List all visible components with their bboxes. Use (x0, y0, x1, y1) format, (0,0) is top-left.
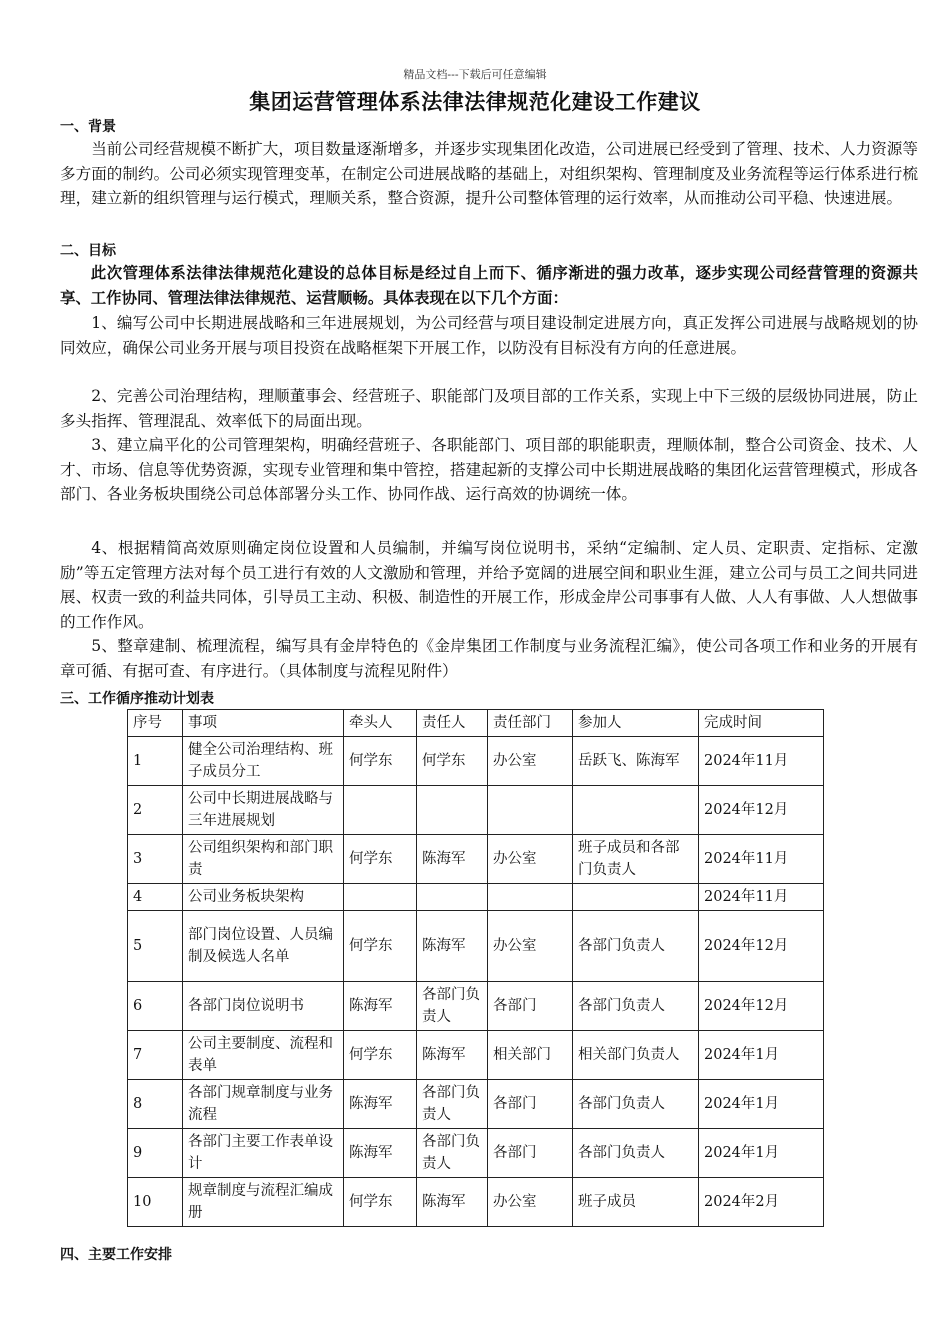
cell-task: 健全公司治理结构、班子成员分工 (183, 737, 344, 786)
cell-participants: 各部门负责人 (573, 911, 699, 982)
cell-leader (344, 786, 417, 835)
cell-department (488, 884, 573, 911)
cell-department: 各部门 (488, 1129, 573, 1178)
cell-leader: 陈海军 (344, 982, 417, 1031)
cell-department: 办公室 (488, 737, 573, 786)
cell-participants: 班子成员 (573, 1178, 699, 1227)
goal-item-2: 2、完善公司治理结构，理顺董事会、经营班子、职能部门及项目部的工作关系，实现上中下三级的层级协同进展，防止多头指挥、管理混乱、效率低下的局面出现。 (60, 387, 918, 430)
column-header: 责任人 (417, 710, 488, 737)
cell-owner: 陈海军 (417, 835, 488, 884)
cell-participants (573, 884, 699, 911)
cell-owner: 何学东 (417, 737, 488, 786)
cell-participants: 班子成员和各部门负责人 (573, 835, 699, 884)
cell-deadline: 2024年1月 (699, 1080, 824, 1129)
table-row (128, 1031, 824, 1080)
cell-deadline: 2024年11月 (699, 884, 824, 911)
cell-owner (417, 786, 488, 835)
cell-participants: 各部门负责人 (573, 1080, 699, 1129)
goal-item-4: 4、根据精简高效原则确定岗位设置和人员编制，并编写岗位说明书，采纳“定编制、定人员、定职责、定指标、定激励”等五定管理方法对每个员工进行有效的人文激励和管理，并给予宽阔的进展空间和职业生涯，建立公司与员工之间共同进展、权责一致的利益共同体，引导员工主动、积极、制造性的开展工作，形成金岸公司事事有人做、人人有事做、人人想做事的工作作风。 (60, 539, 918, 631)
cell-owner: 各部门负责人 (417, 1080, 488, 1129)
cell-participants (573, 786, 699, 835)
cell-participants: 岳跃飞、陈海军 (573, 737, 699, 786)
section-heading-background: 一、背景 (60, 119, 116, 135)
cell-deadline: 2024年2月 (699, 1178, 824, 1227)
column-header: 责任部门 (488, 710, 573, 737)
table-row (128, 1178, 824, 1227)
table-row (128, 884, 824, 911)
cell-leader: 何学东 (344, 835, 417, 884)
watermark-text: 精品文档---下载后可任意编辑 (403, 68, 547, 81)
cell-index: 5 (128, 911, 183, 982)
cell-task: 规章制度与流程汇编成册 (183, 1178, 344, 1227)
cell-index: 6 (128, 982, 183, 1031)
cell-index: 10 (128, 1178, 183, 1227)
cell-index: 7 (128, 1031, 183, 1080)
cell-owner: 各部门负责人 (417, 1129, 488, 1178)
cell-leader (344, 884, 417, 911)
table-row (128, 1080, 824, 1129)
section-heading-arrangement: 四、主要工作安排 (60, 1247, 172, 1263)
cell-leader: 何学东 (344, 911, 417, 982)
cell-department: 相关部门 (488, 1031, 573, 1080)
cell-department: 各部门 (488, 1080, 573, 1129)
cell-participants: 相关部门负责人 (573, 1031, 699, 1080)
column-header: 事项 (183, 710, 344, 737)
cell-leader: 何学东 (344, 737, 417, 786)
cell-department: 办公室 (488, 911, 573, 982)
column-header: 序号 (128, 710, 183, 737)
cell-leader: 何学东 (344, 1031, 417, 1080)
cell-task: 各部门主要工作表单设计 (183, 1129, 344, 1178)
cell-leader: 陈海军 (344, 1129, 417, 1178)
document-title: 集团运营管理体系法律法律规范化建设工作建议 (249, 90, 701, 114)
cell-index: 3 (128, 835, 183, 884)
goals-intro-paragraph: 此次管理体系法律法律规范化建设的总体目标是经过自上而下、循序渐进的强力改革，逐步实现公司经营管理的资源共享、工作协同、管理法律法律规范、运营顺畅。具体表现在以下几个方面： (60, 264, 918, 307)
cell-deadline: 2024年11月 (699, 737, 824, 786)
table-row (128, 835, 824, 884)
cell-department: 办公室 (488, 1178, 573, 1227)
cell-department: 办公室 (488, 835, 573, 884)
cell-task: 部门岗位设置、人员编制及候选人名单 (183, 911, 344, 982)
cell-owner (417, 884, 488, 911)
plan-table-header-row (128, 710, 824, 737)
cell-deadline: 2024年12月 (699, 982, 824, 1031)
table-row (128, 737, 824, 786)
cell-owner: 各部门负责人 (417, 982, 488, 1031)
cell-task: 各部门规章制度与业务流程 (183, 1080, 344, 1129)
table-row (128, 786, 824, 835)
goal-item-3: 3、建立扁平化的公司管理架构，明确经营班子、各职能部门、项目部的职能职责，理顺体制，整合公司资金、技术、人才、市场、信息等优势资源，实现专业管理和集中管控，搭建起新的支撑公司中长期进展战略的集团化运营管理模式，形成各部门、各业务板块围绕公司总体部署分头工作、协同作战、运行高效的协调统一体。 (60, 436, 918, 503)
cell-task: 公司主要制度、流程和表单 (183, 1031, 344, 1080)
cell-task: 公司中长期进展战略与三年进展规划 (183, 786, 344, 835)
cell-deadline: 2024年12月 (699, 786, 824, 835)
cell-participants: 各部门负责人 (573, 982, 699, 1031)
goal-item-1: 1、编写公司中长期进展战略和三年进展规划，为公司经营与项目建设制定进展方向，真正发挥公司进展与战略规划的协同效应，确保公司业务开展与项目投资在战略框架下开展工作，以防没有目标没有方向的任意进展。 (60, 314, 918, 357)
cell-index: 1 (128, 737, 183, 786)
cell-task: 公司组织架构和部门职责 (183, 835, 344, 884)
table-row (128, 911, 824, 982)
cell-index: 9 (128, 1129, 183, 1178)
cell-owner: 陈海军 (417, 1178, 488, 1227)
table-row (128, 982, 824, 1031)
cell-index: 4 (128, 884, 183, 911)
cell-department (488, 786, 573, 835)
cell-owner: 陈海军 (417, 1031, 488, 1080)
table-row (128, 1129, 824, 1178)
section-heading-goals: 二、目标 (60, 243, 116, 259)
plan-table (127, 709, 824, 1227)
background-paragraph: 当前公司经营规模不断扩大，项目数量逐渐增多，并逐步实现集团化改造，公司进展已经受到了管理、技术、人力资源等多方面的制约。公司必须实现管理变革，在制定公司进展战略的基础上，对组织架构、管理制度及业务流程等运行体系进行梳理，建立新的组织管理与运行模式，理顺关系，整合资源，提升公司整体管理的运行效率，从而推动公司平稳、快速进展。 (60, 140, 918, 207)
cell-task: 公司业务板块架构 (183, 884, 344, 911)
cell-owner: 陈海军 (417, 911, 488, 982)
cell-deadline: 2024年11月 (699, 835, 824, 884)
section-heading-plan: 三、工作循序推动计划表 (60, 691, 214, 707)
cell-leader: 何学东 (344, 1178, 417, 1227)
column-header: 完成时间 (699, 710, 824, 737)
cell-index: 8 (128, 1080, 183, 1129)
cell-deadline: 2024年12月 (699, 911, 824, 982)
cell-index: 2 (128, 786, 183, 835)
column-header: 牵头人 (344, 710, 417, 737)
cell-leader: 陈海军 (344, 1080, 417, 1129)
cell-deadline: 2024年1月 (699, 1031, 824, 1080)
cell-deadline: 2024年1月 (699, 1129, 824, 1178)
cell-department: 各部门 (488, 982, 573, 1031)
cell-task: 各部门岗位说明书 (183, 982, 344, 1031)
goal-item-5: 5、整章建制、梳理流程，编写具有金岸特色的《金岸集团工作制度与业务流程汇编》，使公司各项工作和业务的开展有章可循、有据可查、有序进行。（具体制度与流程见附件） (60, 637, 918, 680)
column-header: 参加人 (573, 710, 699, 737)
cell-participants: 各部门负责人 (573, 1129, 699, 1178)
